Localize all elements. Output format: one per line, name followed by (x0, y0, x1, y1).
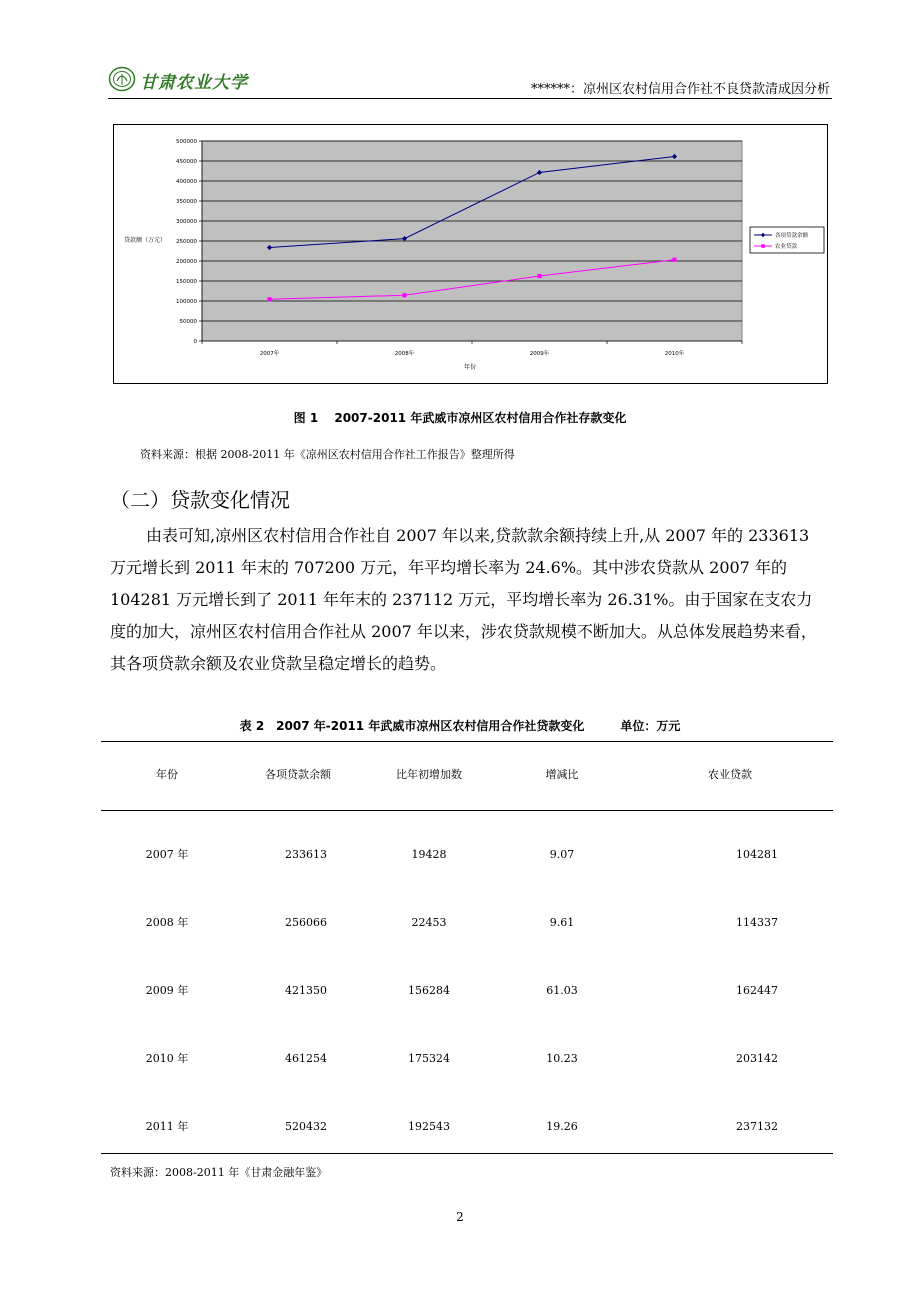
table-title: 表 2 2007 年-2011 年武威市凉州区农村信用合作社贷款变化 单位：万元 (239, 719, 681, 733)
table-cell: 114337 (736, 916, 778, 929)
y-tick-label: 350000 (176, 199, 197, 205)
x-tick-label: 2007年 (259, 351, 280, 357)
y-tick-label: 400000 (176, 179, 197, 185)
line-chart (113, 124, 828, 384)
table-cell: 237132 (736, 1120, 778, 1133)
legend-label: 农业贷款 (775, 244, 798, 250)
y-tick-label: 500000 (176, 139, 197, 145)
chart-legend (750, 227, 824, 253)
table-cell: 256066 (285, 916, 327, 929)
page-header (108, 60, 832, 99)
table-top-rule (101, 741, 833, 742)
x-tick-label: 2009年 (529, 351, 550, 357)
table-cell: 104281 (736, 848, 778, 861)
table-cell: 61.03 (546, 984, 578, 997)
university-logo-text: 甘肃农业大学 (140, 73, 248, 93)
x-tick-label: 2010年 (664, 351, 685, 357)
university-seal-icon (108, 66, 136, 92)
data-point (537, 274, 541, 278)
data-point (672, 258, 676, 262)
running-header-title: ******：凉州区农村信用合作社不良贷款清成因分析 (530, 82, 830, 97)
legend-marker (761, 244, 765, 248)
table-bottom-rule (101, 1153, 833, 1154)
data-point (267, 297, 271, 301)
body-paragraph: 由表可知,凉州区农村信用合作社自 2007 年以来,贷款款余额持续上升,从 2007 年的 233613 万元增长到 2011 年末的 707200 万元，年平均增长率为 24.6%。其中涉农贷款从 2007 年的 104281 万元增长到了 2011 年年末的 237112 万元，平均增长率为 26.31%。由于国家在支农力度的加大，凉州区农村信用合作社从 2007 年以来，涉农贷款规模不断加大。从总体发展趋势来看，其各项贷款余额及农业贷款呈稳定增长的趋势。 (110, 526, 817, 673)
table-cell: 175324 (408, 1052, 450, 1065)
y-tick-label: 300000 (176, 219, 197, 225)
y-tick-label: 50000 (179, 319, 197, 325)
y-tick-label: 450000 (176, 159, 197, 165)
table-cell: 10.23 (546, 1052, 578, 1065)
x-axis-label: 年份 (463, 364, 477, 371)
figure-caption: 图 1 2007-2011 年武威市凉州区农村信用合作社存款变化 (293, 411, 627, 425)
table-cell: 22453 (411, 916, 447, 929)
page-number: 2 (456, 1210, 464, 1224)
x-tick-label: 2008年 (394, 351, 415, 357)
table-cell: 2009 年 (145, 984, 189, 997)
table-header-rule (101, 810, 833, 811)
table-cell: 192543 (408, 1120, 450, 1133)
table-source-note: 资料来源：2008-2011 年《甘肃金融年鉴》 (110, 1166, 328, 1179)
figure-source-note: 资料来源：根据 2008-2011 年《凉州区农村信用合作社工作报告》整理所得 (140, 448, 515, 461)
table-cell: 203142 (736, 1052, 778, 1065)
y-axis-label: 贷款额（万元） (124, 237, 167, 244)
data-point (402, 293, 406, 297)
table-header-cell: 农业贷款 (708, 768, 752, 781)
table-cell: 421350 (285, 984, 327, 997)
table-cell: 2008 年 (145, 916, 189, 929)
legend-label: 各项贷款余额 (775, 233, 809, 239)
chart-canvas (114, 125, 827, 383)
table-cell: 162447 (736, 984, 778, 997)
section-heading: （二）贷款变化情况 (110, 488, 290, 512)
table-header-cell: 比年初增加数 (396, 768, 462, 781)
table-cell: 19.26 (546, 1120, 578, 1133)
table-cell: 9.61 (549, 916, 575, 929)
table-cell: 2010 年 (145, 1052, 189, 1065)
y-tick-label: 200000 (176, 259, 197, 265)
table-header-cell: 增减比 (545, 768, 579, 781)
y-tick-label: 150000 (176, 279, 197, 285)
table-header-cell: 年份 (156, 768, 178, 781)
table-cell: 9.07 (549, 848, 575, 861)
table-cell: 2007 年 (145, 848, 189, 861)
table-cell: 19428 (411, 848, 447, 861)
y-tick-label: 100000 (176, 299, 197, 305)
y-tick-label: 0 (193, 339, 197, 345)
y-tick-label: 250000 (176, 239, 197, 245)
table-cell: 2011 年 (145, 1120, 189, 1133)
table-cell: 461254 (285, 1052, 327, 1065)
table-cell: 233613 (285, 848, 327, 861)
table-header-cell: 各项贷款余额 (265, 768, 331, 781)
table-cell: 520432 (285, 1120, 327, 1133)
table-cell: 156284 (408, 984, 450, 997)
